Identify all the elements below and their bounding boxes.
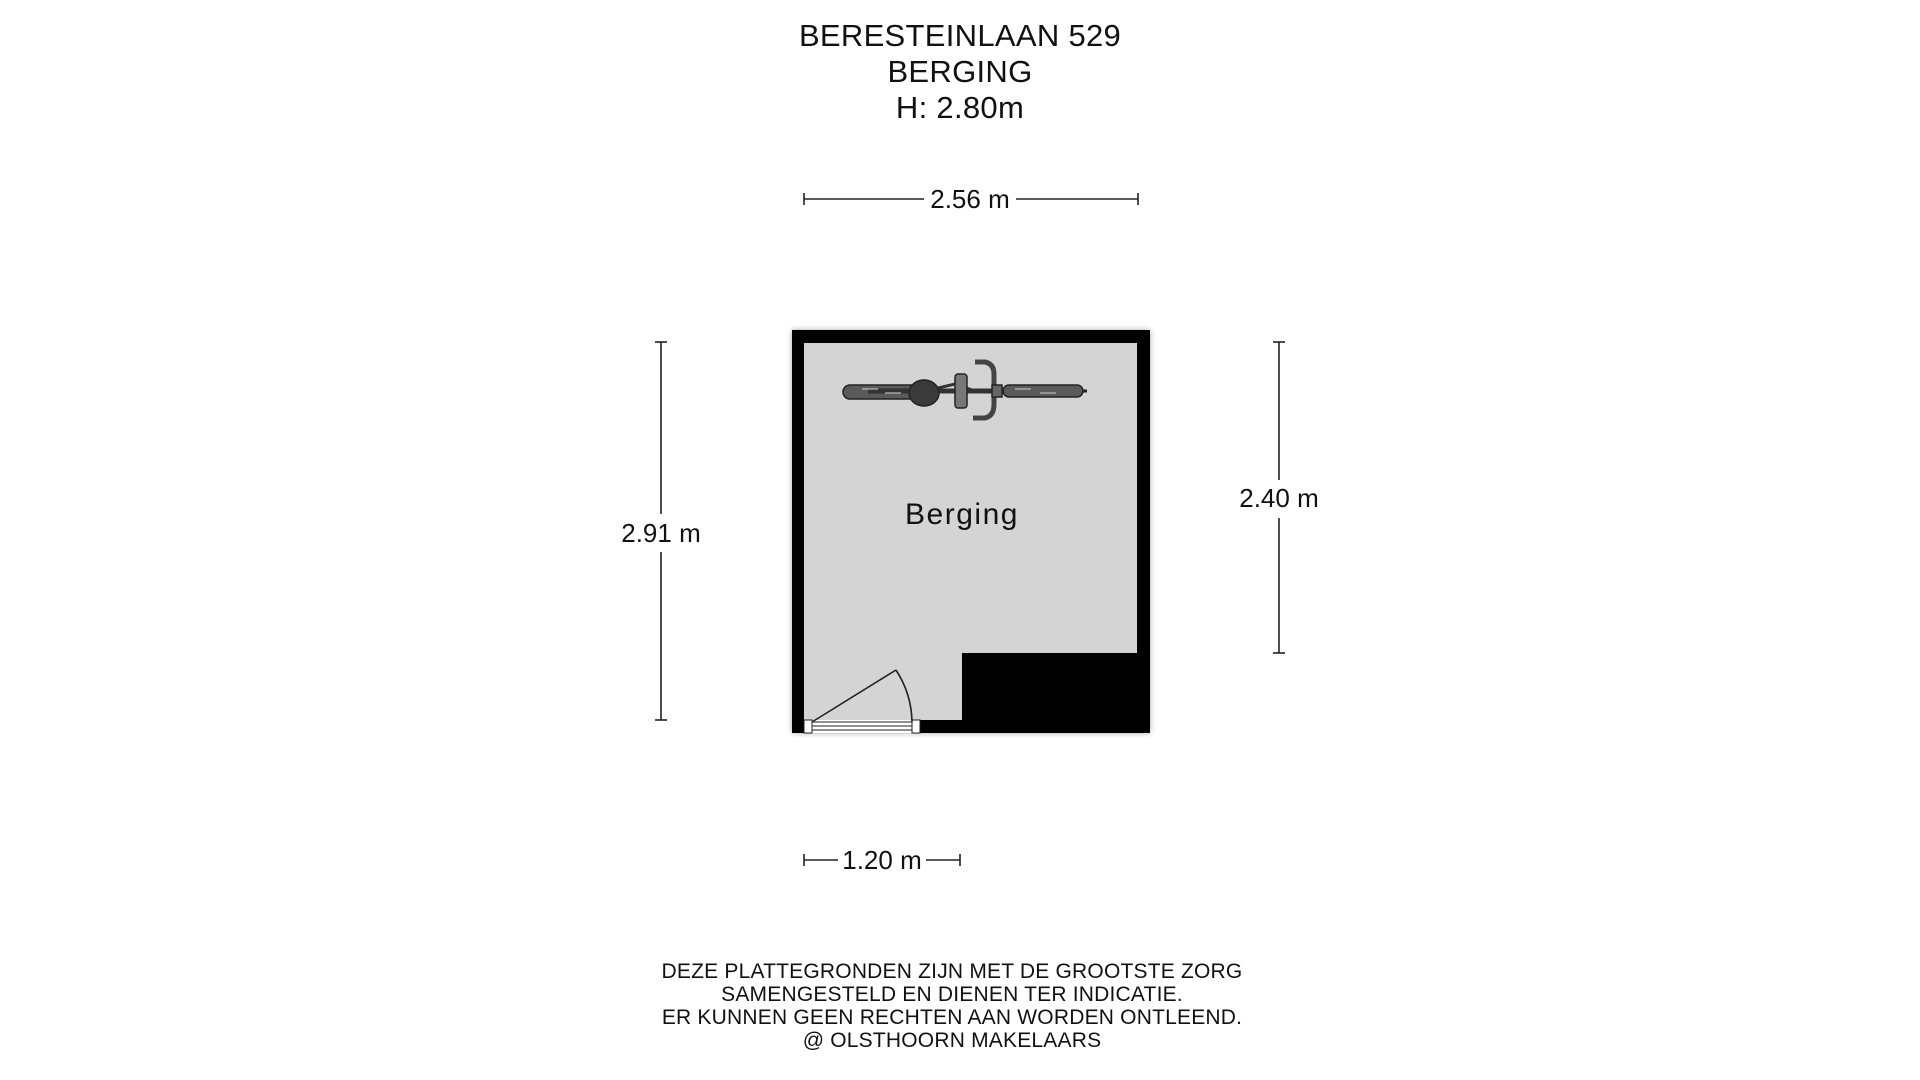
room-type-title: BERGING xyxy=(887,54,1033,89)
room-label: Berging xyxy=(905,498,1019,531)
disclaimer-line-3: ER KUNNEN GEEN RECHTEN AAN WORDEN ONTLEEND. xyxy=(661,1006,1243,1029)
disclaimer-line-2: SAMENGESTELD EN DIENEN TER INDICATIE. xyxy=(721,983,1183,1006)
dimension-top-width-label: 2.56 m xyxy=(930,184,1010,214)
dimension-left-height-label: 2.91 m xyxy=(621,518,701,548)
disclaimer-line-1: DEZE PLATTEGRONDEN ZIJN MET DE GROOTSTE ZORG xyxy=(661,960,1243,983)
disclaimer-line-4: @ OLSTHOORN MAKELAARS xyxy=(802,1029,1102,1052)
disclaimer xyxy=(0,960,1904,1052)
dimension-right-height-label: 2.40 m xyxy=(1239,483,1319,513)
dimension-bottom-width-label: 1.20 m xyxy=(842,845,922,875)
ceiling-height: H: 2.80m xyxy=(895,90,1025,125)
address-title: BERESTEINLAAN 529 xyxy=(798,18,1122,53)
